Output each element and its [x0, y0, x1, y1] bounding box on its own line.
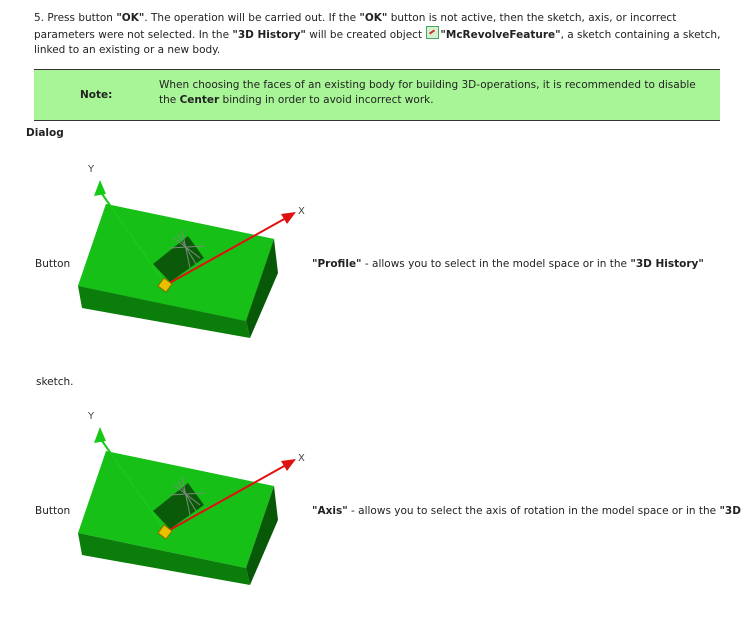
history-ref: "3D History"	[630, 258, 704, 270]
x-axis-label: X	[298, 206, 305, 217]
step-text: , a sketch containing a sketch, linked to an existing or a new body.	[34, 29, 721, 56]
revolve-feature-icon	[426, 26, 439, 39]
x-axis-label: X	[298, 453, 305, 464]
axis-button-image	[78, 405, 318, 585]
y-axis-label: Y	[88, 411, 95, 422]
profile-name: "Profile"	[312, 258, 362, 270]
x-axis-arrow	[281, 212, 296, 224]
y-axis-arrow	[94, 180, 106, 196]
note-text	[159, 78, 714, 108]
center-ref: Center	[179, 94, 220, 106]
step-paragraph	[34, 11, 724, 58]
step-text: 5. Press button	[34, 12, 117, 24]
step-text: will be created object	[305, 29, 426, 41]
axis-description	[312, 504, 741, 519]
ok-ref: "OK"	[116, 12, 145, 24]
y-axis-label: Y	[88, 164, 95, 175]
profile-description	[312, 257, 732, 272]
desc-text: - allows you to select the axis of rotation in the model space or in the	[347, 505, 720, 517]
ok-ref: "OK"	[359, 12, 388, 24]
note-box	[34, 69, 720, 121]
history-ref: "3D	[719, 505, 741, 517]
profile-description-continuation: sketch.	[36, 376, 74, 388]
step-text: button is not active, then the sketch, axis, or incorrect parameters were not selected. In the	[34, 12, 677, 41]
note-text-part: When choosing the faces of an existing body for building 3D-operations, it is recommended to disable the	[159, 79, 696, 106]
button-label: Button	[35, 505, 71, 517]
desc-text: - allows you to select in the model space or in the	[361, 258, 631, 270]
dialog-heading: Dialog	[26, 127, 64, 139]
step-text: . The operation will be carried out. If the	[144, 12, 360, 24]
y-axis-arrow	[94, 427, 106, 443]
note-text-part: binding in order to avoid incorrect work.	[219, 94, 434, 106]
history-ref: "3D History"	[232, 29, 306, 41]
note-label: Note:	[80, 89, 113, 101]
feature-name: "McRevolveFeature"	[440, 29, 561, 41]
x-axis-arrow	[281, 459, 296, 471]
button-label: Button	[35, 258, 71, 270]
profile-button-image	[78, 158, 318, 338]
axis-name: "Axis"	[312, 505, 348, 517]
